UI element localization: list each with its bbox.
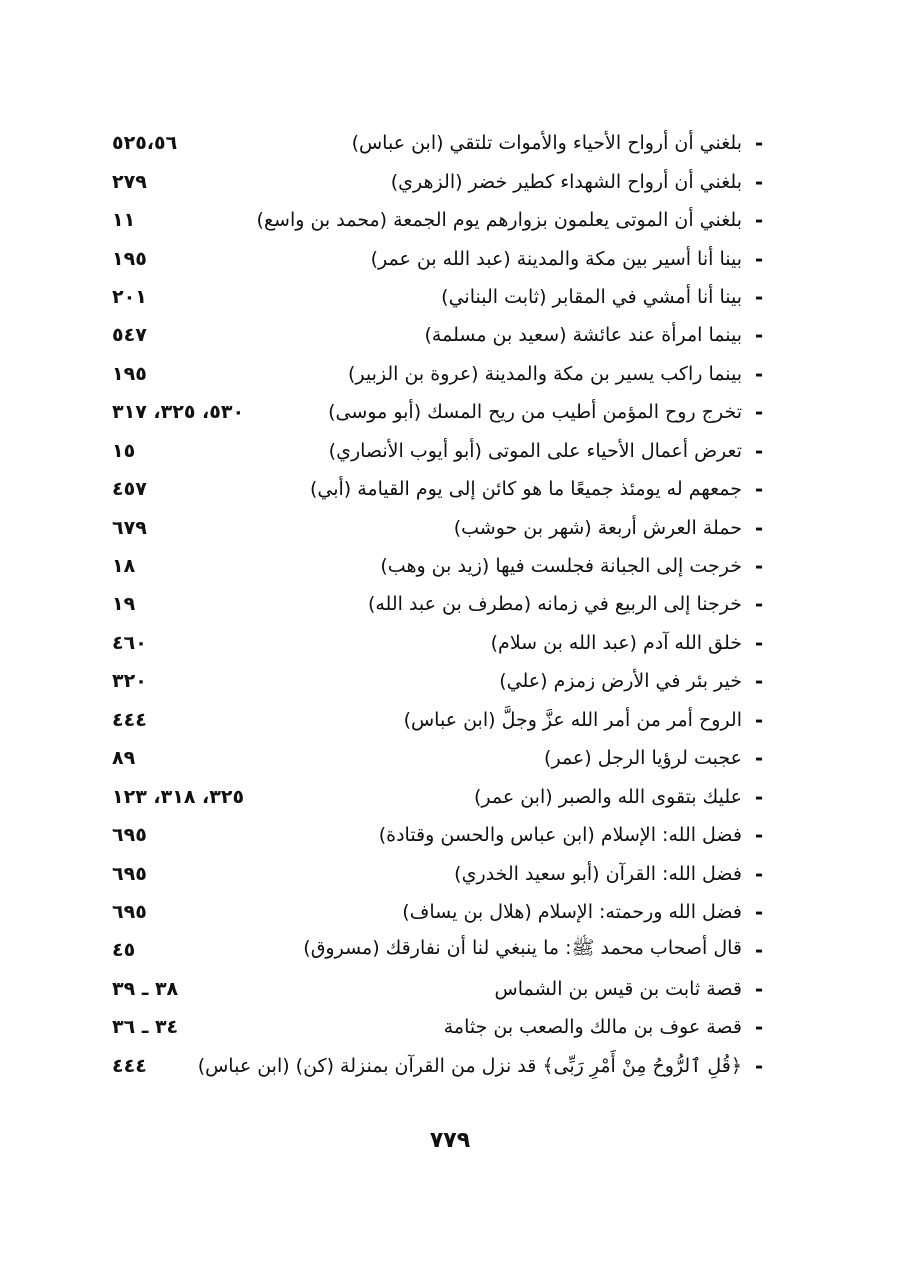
entry-pages: ١٩٥ <box>112 247 147 270</box>
entry-dash: - <box>754 707 764 732</box>
entry-dash: - <box>754 284 764 309</box>
entry-title: تعرض أعمال الأحياء على الموتى (أبو أيوب الأنصاري) <box>328 439 742 462</box>
index-entry <box>110 124 770 162</box>
index-entry <box>110 662 770 700</box>
entry-title: بينما راكب يسير بن مكة والمدينة (عروة بن الزبير) <box>347 362 742 385</box>
entry-title: بينما امرأة عند عائشة (سعيد بن مسلمة) <box>424 324 742 347</box>
index-entry <box>110 893 770 931</box>
entry-title: خير بئر في الأرض زمزم (علي) <box>499 670 742 693</box>
entry-pages: ٥٢٥،٥٦ <box>112 132 178 155</box>
entry-pages: ٣٨ ـ ٣٩ <box>112 977 179 1000</box>
entry-pages: ٤٥ <box>112 939 136 962</box>
entry-pages: ٣٢٠ <box>112 670 147 693</box>
index-entry <box>110 1047 770 1085</box>
entry-dash: - <box>754 784 764 809</box>
entry-title: قصة عوف بن مالك والصعب بن جثامة <box>443 1016 742 1039</box>
entry-pages: ٢٧٩ <box>112 170 147 193</box>
entry-dash: - <box>754 208 764 233</box>
index-entry <box>110 239 770 277</box>
entry-pages: ٤٥٧ <box>112 478 147 501</box>
entry-title: خلق الله آدم (عبد الله بن سلام) <box>490 631 742 654</box>
entry-pages: ٥٣٠، ٣٢٥، ٣١٧ <box>112 401 245 424</box>
index-entry <box>110 1008 770 1046</box>
entry-title: بينا أنا أمشي في المقابر (ثابت البناني) <box>441 285 742 308</box>
entry-title: بلغني أن الموتى يعلمون بزوارهم يوم الجمعة (محمد بن واسع) <box>256 209 742 232</box>
index-entry <box>110 777 770 815</box>
entry-dash: - <box>754 976 764 1001</box>
index-entry <box>110 470 770 508</box>
entry-dash: - <box>754 938 764 963</box>
index-entry <box>110 508 770 546</box>
entry-dash: - <box>754 746 764 771</box>
entry-title: عجبت لرؤيا الرجل (عمر) <box>544 747 742 770</box>
entry-pages: ٤٦٠ <box>112 631 147 654</box>
entry-title: خرجت إلى الجبانة فجلست فيها (زيد بن وهب) <box>380 555 742 578</box>
entry-dash: - <box>754 861 764 886</box>
entry-title: فضل الله ورحمته: الإسلام (هلال بن يساف) <box>402 900 742 923</box>
entry-pages: ٢٠١ <box>112 285 147 308</box>
entry-title: تخرج روح المؤمن أطيب من ريح المسك (أبو موسى) <box>328 401 742 424</box>
entry-title: جمعهم له يومئذ جميعًا ما هو كائن إلى يوم القيامة (أبي) <box>309 478 742 501</box>
index-entry <box>110 585 770 623</box>
entry-title: ﴿قُلِ ٱلرُّوحُ مِنْ أَمْرِ رَبِّى﴾ قد نزل من القرآن بمنزلة (كن) (ابن عباس) <box>197 1054 742 1077</box>
entry-pages: ٣٤ ـ ٣٦ <box>112 1016 179 1039</box>
entry-title: الروح أمر من أمر الله عزَّ وجلَّ (ابن عباس) <box>403 708 742 731</box>
entry-dash: - <box>754 515 764 540</box>
entry-pages: ٨٩ <box>112 747 136 770</box>
entry-dash: - <box>754 592 764 617</box>
index-entry <box>110 201 770 239</box>
entry-pages: ٦٩٥ <box>112 824 147 847</box>
entry-dash: - <box>754 1053 764 1078</box>
entry-title: قال أصحاب محمد ﷺ: ما ينبغي لنا أن نفارقك (مسروق) <box>303 937 742 960</box>
entry-dash: - <box>754 1015 764 1040</box>
entry-dash: - <box>754 669 764 694</box>
entry-dash: - <box>754 246 764 271</box>
entry-pages: ٥٤٧ <box>112 324 147 347</box>
index-entry <box>110 854 770 892</box>
index-entry <box>110 739 770 777</box>
entry-dash: - <box>754 361 764 386</box>
entry-dash: - <box>754 169 764 194</box>
entry-pages: ٤٤٤ <box>112 1054 147 1077</box>
entry-pages: ١١ <box>112 209 136 232</box>
index-entry <box>110 931 770 969</box>
entry-pages: ٤٤٤ <box>112 708 147 731</box>
entry-dash: - <box>754 823 764 848</box>
entry-title: قصة ثابت بن قيس بن الشماس <box>494 977 742 1000</box>
entry-pages: ١٩٥ <box>112 362 147 385</box>
entry-title: حملة العرش أربعة (شهر بن حوشب) <box>453 516 742 539</box>
entry-dash: - <box>754 477 764 502</box>
entry-pages: ٣٢٥، ٣١٨، ١٢٣ <box>112 785 245 808</box>
entry-pages: ٦٩٥ <box>112 900 147 923</box>
entry-dash: - <box>754 630 764 655</box>
entry-pages: ١٨ <box>112 555 136 578</box>
page-number: ٧٧٩ <box>429 1128 471 1153</box>
entry-pages: ٦٧٩ <box>112 516 147 539</box>
index-list <box>110 124 770 1085</box>
index-entry <box>110 701 770 739</box>
entry-dash: - <box>754 323 764 348</box>
entry-dash: - <box>754 131 764 156</box>
entry-title: عليك بتقوى الله والصبر (ابن عمر) <box>473 785 742 808</box>
index-entry <box>110 393 770 431</box>
entry-dash: - <box>754 554 764 579</box>
entry-title: خرجنا إلى الربيع في زمانه (مطرف بن عبد الله) <box>367 593 742 616</box>
entry-title: بلغني أن أرواح الأحياء والأموات تلتقي (ابن عباس) <box>351 132 742 155</box>
index-entry <box>110 278 770 316</box>
index-entry <box>110 970 770 1008</box>
index-entry <box>110 355 770 393</box>
index-entry <box>110 432 770 470</box>
entry-dash: - <box>754 400 764 425</box>
index-entry <box>110 316 770 354</box>
index-entry <box>110 162 770 200</box>
entry-pages: ١٥ <box>112 439 136 462</box>
entry-dash: - <box>754 899 764 924</box>
index-entry <box>110 624 770 662</box>
index-entry <box>110 547 770 585</box>
entry-title: بينا أنا أسير بين مكة والمدينة (عبد الله بن عمر) <box>370 247 742 270</box>
entry-dash: - <box>754 438 764 463</box>
entry-title: فضل الله: الإسلام (ابن عباس والحسن وقتادة) <box>378 824 742 847</box>
entry-pages: ٦٩٥ <box>112 862 147 885</box>
entry-pages: ١٩ <box>112 593 136 616</box>
entry-title: فضل الله: القرآن (أبو سعيد الخدري) <box>454 862 742 885</box>
entry-title: بلغني أن أرواح الشهداء كطير خضر (الزهري) <box>390 170 742 193</box>
index-entry <box>110 816 770 854</box>
